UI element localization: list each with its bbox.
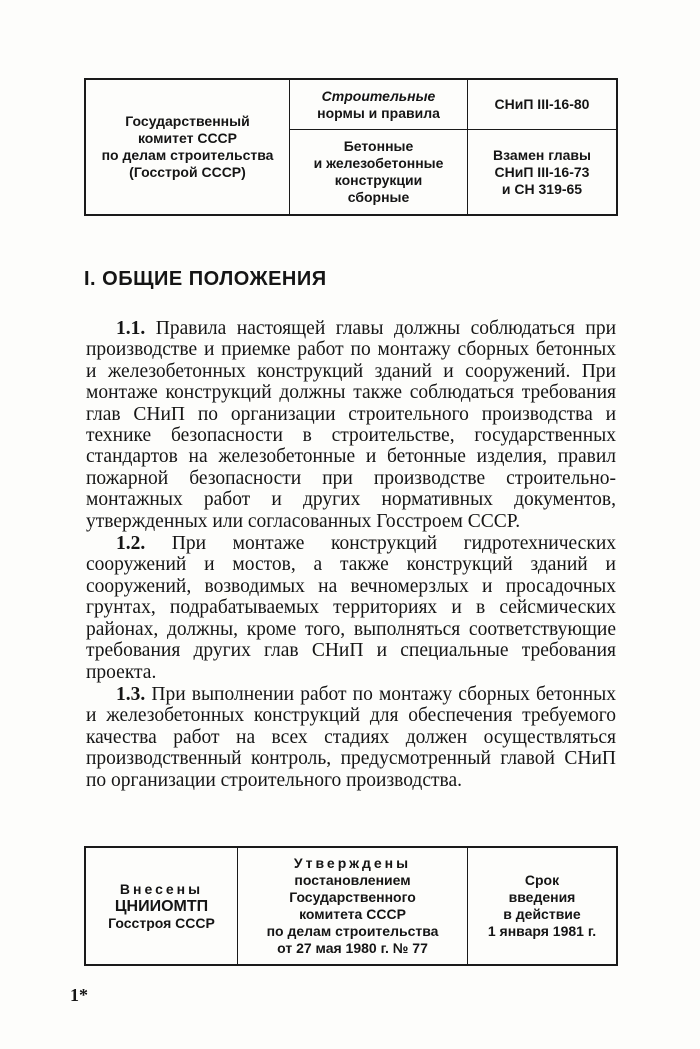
agency-line: (Госстрой СССР) (129, 164, 246, 180)
header-category-cell (290, 80, 467, 130)
introduced-by-cell (86, 848, 238, 964)
header-agency-cell (86, 80, 290, 214)
header-right-column (468, 80, 616, 214)
agency-line: Государственный (125, 113, 250, 129)
paragraph-text: Правила настоящей главы должны соблюдаться при производстве и приемке работ по монтажу сборных бетонных и железобетонных конструкций зданий и сооружений. При монтаже конструкций должны также соблюдаться требования глав СНиП по организации строительного производства и технике безопасности в строительстве, государственных стандартов на железобетонные и бетонные изделия, правил пожарной безопасности при производстве строительно-монтажных работ и других нормативных документов, утвержденных или согласованных Госстроем СССР. (86, 318, 616, 532)
replaces-cell (468, 130, 616, 214)
approved-line: от 27 мая 1980 г. № 77 (277, 940, 428, 956)
header-title-cell (290, 130, 467, 214)
effective-line: введения (508, 889, 576, 905)
section-heading: I. ОБЩИЕ ПОЛОЖЕНИЯ (84, 268, 327, 290)
approved-line: Государственного (289, 889, 416, 905)
introduced-line: Внесены (119, 880, 204, 897)
paragraph (86, 533, 616, 683)
title-line: Бетонные (343, 138, 414, 154)
category-line: нормы и правила (317, 104, 440, 121)
paragraph-text: При выполнении работ по монтажу сборных бетонных и железобетонных конструкций для обеспечения требуемого качества работ на всех стадиях должен осуществляться производственный контроль, предусмотренный главой СНиП по организации строительного производства. (86, 683, 616, 791)
introduced-line: ЦНИИОМТП (114, 897, 209, 915)
approved-cell (238, 848, 468, 964)
document-code: СНиП III-16-80 (494, 96, 590, 112)
effective-line: Срок (524, 872, 560, 888)
agency-line: по делам строительства (101, 147, 274, 163)
paragraph (86, 684, 616, 791)
paragraph (86, 318, 616, 532)
replaces-line: СНиП III-16-73 (494, 163, 590, 180)
replaces-line: Взамен главы (493, 146, 591, 163)
title-line: сборные (347, 189, 410, 205)
effective-line: в действие (503, 906, 581, 922)
effective-date-cell (468, 848, 616, 964)
page-folio: 1* (70, 985, 88, 1005)
introduced-line: Госстроя СССР (108, 914, 215, 931)
header-table (84, 78, 618, 216)
approved-line: Утверждены (293, 855, 412, 871)
title-line: и железобетонные (313, 155, 444, 171)
body-text (86, 318, 616, 791)
paragraph-text: При монтаже конструкций гидротехнических сооружений и мостов, а также конструкций зданий и сооружений, возводимых на вечномерзлых и просадочных грунтах, подрабатываемых территориях и в сейсмических районах, должны, кроме того, выполняться соответствующие требования других глав СНиП и специальные требования проекта. (86, 533, 617, 683)
paragraph-number: 1.3. (116, 683, 146, 705)
agency-line: комитет СССР (137, 130, 238, 146)
paragraph-number: 1.1. (116, 318, 146, 339)
effective-line: 1 января 1981 г. (487, 923, 597, 939)
replaces-line: и СН 319-65 (501, 180, 583, 197)
document-code-cell (468, 80, 616, 130)
approved-line: по делам строительства (266, 923, 439, 939)
header-middle-column (290, 80, 468, 214)
approved-line: постановлением (294, 872, 411, 888)
footer-table (84, 846, 618, 966)
paragraph-number: 1.2. (116, 533, 146, 555)
category-line: Строительные (321, 87, 436, 104)
approved-line: комитета СССР (299, 906, 406, 922)
title-line: конструкции (334, 172, 423, 188)
